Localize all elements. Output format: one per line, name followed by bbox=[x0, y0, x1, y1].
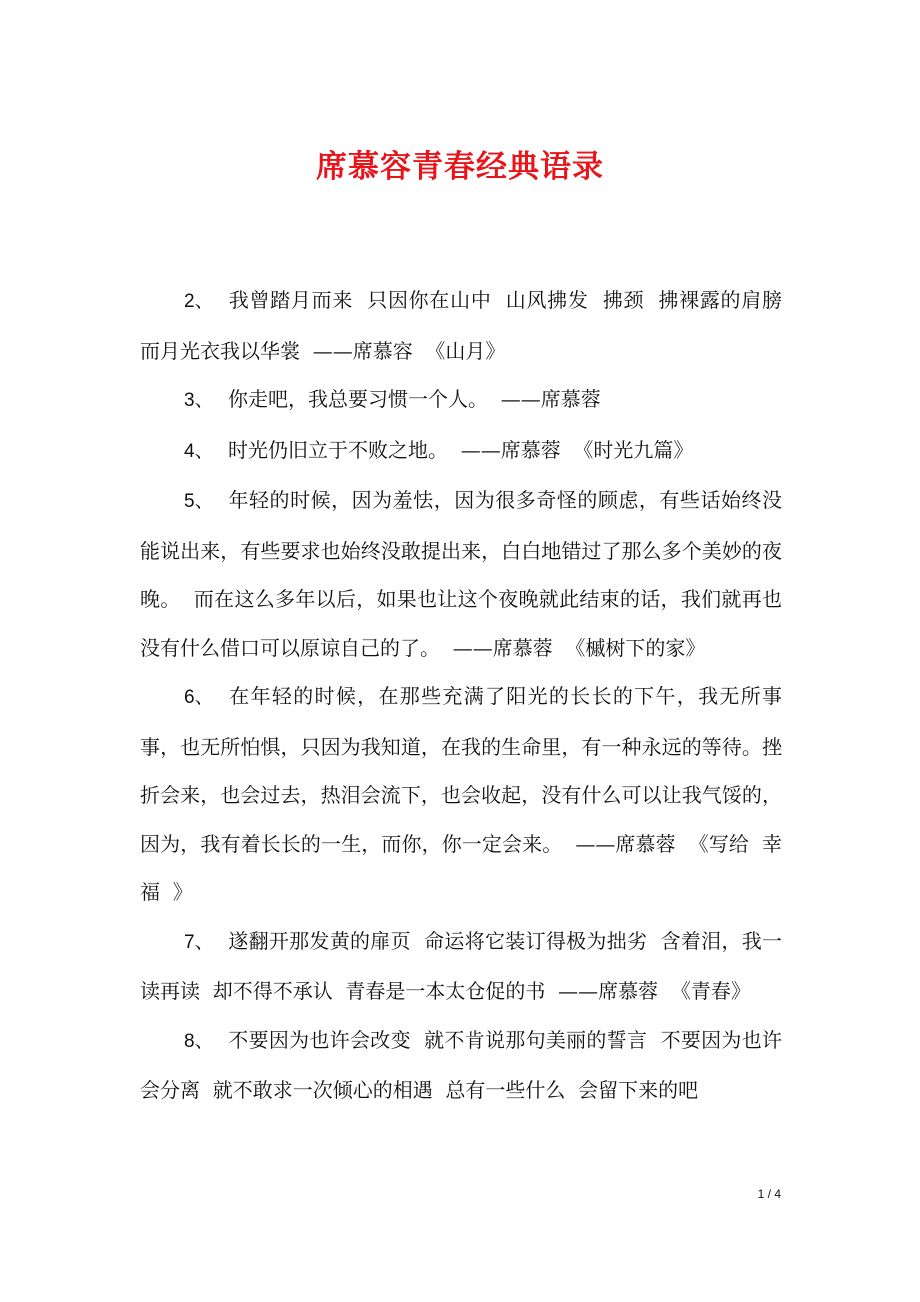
document-body bbox=[140, 276, 795, 1115]
quote-text: 不要因为也许会改变 就不肯说那句美丽的誓言 不要因为也许会分离 就不敢求一次倾心的相遇 总有一些什么 会留下来的吧 bbox=[140, 1027, 782, 1102]
quote-text: 遂翻开那发黄的扉页 命运将它装订得极为拙劣 含着泪，我一读再读 却不得不承认 青春是一本太仓促的书 ——席慕蓉 《青春》 bbox=[140, 928, 782, 1003]
quote-number: 7、 bbox=[184, 931, 214, 953]
quote-text: 在年轻的时候，在那些充满了阳光的长长的下午，我无所事事，也无所怕惧，只因为我知道，在我的生命里，有一种永远的等待。挫折会来，也会过去，热泪会流下，也会收起，没有什么可以让我气馁的，因为，我有着长长的一生，而你，你一定会来。 ——席慕蓉 《写给 幸福 》 bbox=[140, 684, 782, 904]
quote-number: 5、 bbox=[184, 491, 214, 512]
quote-number: 2、 bbox=[184, 291, 214, 312]
quote-paragraph bbox=[140, 426, 782, 477]
quote-number: 6、 bbox=[184, 687, 214, 708]
quote-paragraph bbox=[140, 672, 782, 917]
quote-paragraph bbox=[140, 476, 782, 672]
quote-text: 年轻的时候，因为羞怯，因为很多奇怪的顾虑，有些话始终没能说出来，有些要求也始终没敢提出来，白白地错过了那么多个美妙的夜晚。 而在这么多年以后，如果也让这个夜晚就此结束的话，我们就再也没有什么借口可以原谅自己的了。 ——席慕蓉 《槭树下的家》 bbox=[140, 488, 782, 660]
quote-number: 8、 bbox=[184, 1030, 214, 1052]
page-number: 1 / 4 bbox=[757, 1187, 781, 1201]
document-title: 席慕容青春经典语录 bbox=[316, 149, 604, 185]
quote-paragraph bbox=[140, 917, 782, 1016]
quote-number: 3、 bbox=[184, 390, 214, 411]
quote-paragraph bbox=[140, 375, 782, 426]
quote-text: 时光仍旧立于不败之地。 ——席慕蓉 《时光九篇》 bbox=[228, 437, 694, 462]
quote-paragraph bbox=[140, 1016, 782, 1115]
quote-text: 我曾踏月而来 只因你在山中 山风拂发 拂颈 拂裸露的肩膀 而月光衣我以华裳 ——席慕容 《山月》 bbox=[140, 288, 795, 363]
quote-number: 4、 bbox=[184, 440, 214, 462]
quote-text: 你走吧，我总要习惯一个人。 ——席慕蓉 bbox=[228, 387, 601, 411]
quote-paragraph bbox=[140, 276, 795, 375]
